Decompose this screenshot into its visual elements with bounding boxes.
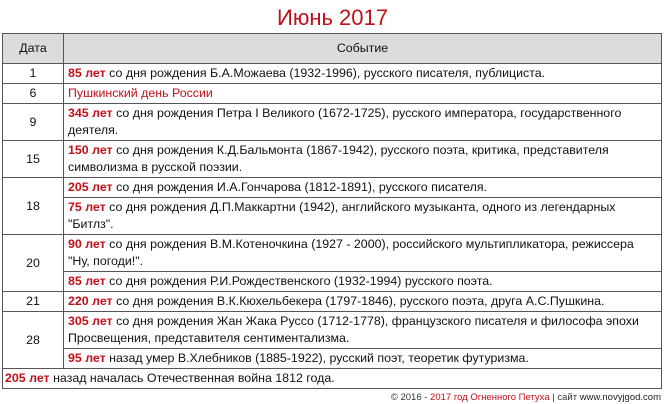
event-date-cell: 28 [3,312,64,369]
credit-middle: | сайт [549,392,580,403]
credit-site-link[interactable]: www.novyjgod.com [579,392,661,403]
anniversary-years: 345 лет [68,106,113,120]
events-table [2,33,662,389]
event-column-header: Событие [64,34,662,64]
footer-event-cell [3,369,662,389]
event-date-cell: 6 [3,84,64,104]
event-text: со дня рождения Р.И.Рождественского (1932-1994) русского поэта. [105,274,493,288]
event-entry [64,348,661,368]
event-cell [64,64,662,84]
event-entry [68,178,657,197]
table-body [3,64,662,389]
event-entry [68,142,657,176]
page-title: Июнь 2017 [277,5,388,30]
anniversary-years: 150 лет [68,143,113,157]
event-text: со дня рождения И.А.Гончарова (1812-1891), русского писателя. [112,180,487,194]
event-text: со дня рождения В.М.Котеночкина (1927 - 2000), российского мультипликатора, режиссера "Ну, погоди!". [68,237,634,268]
anniversary-years: 205 лет [68,180,113,194]
event-text: со дня рождения К.Д.Бальмонта (1867-1942), русского поэта, критика, представителя символизма в русской поэзии. [68,143,609,174]
table-row [3,104,662,141]
anniversary-years: 220 лет [68,294,113,308]
event-text: со дня рождения В.К.Кюхельбекера (1797-1846), русского поэта, друга А.С.Пушкина. [112,294,605,308]
event-cell [64,292,662,312]
event-entry [68,235,657,271]
table-row [3,84,662,104]
table-row [3,235,662,292]
event-cell [64,104,662,141]
event-entry [68,312,657,348]
table-row [3,64,662,84]
event-date-cell: 20 [3,235,64,292]
event-date-cell: 1 [3,64,64,84]
table-row [3,292,662,312]
event-cell [64,312,662,369]
anniversary-years: 85 лет [68,66,106,80]
event-text: со дня рождения Жан Жака Руссо (1712-1778), французского писателя и философа эпохи Просвещения, представителя сентиментализма. [68,314,639,345]
event-text: назад началась Отечественная война 1812 года. [49,371,335,385]
event-cell [64,84,662,104]
credit-prefix: © 2016 - [390,392,431,403]
event-date-cell: 18 [3,178,64,235]
event-cell [64,141,662,178]
event-date-cell: 21 [3,292,64,312]
event-entry [64,197,661,234]
anniversary-years: 75 лет [68,200,106,214]
anniversary-years: 90 лет [68,237,106,251]
event-text: назад умер В.Хлебников (1885-1922), русский поэт, теоретик футуризма. [105,351,529,365]
event-entry [68,293,657,310]
anniversary-years: 205 лет [5,371,50,385]
event-entry [64,271,661,291]
event-entry [68,85,657,102]
event-entry [68,65,657,82]
anniversary-years: 95 лет [68,351,106,365]
table-header-row [3,34,662,64]
site-credit [0,392,665,403]
credit-brand-link[interactable]: 2017 год Огненного Петуха [430,392,550,403]
event-cell [64,178,662,235]
table-row [3,312,662,369]
table-footer-row [3,369,662,389]
event-text: со дня рождения Д.П.Маккартни (1942), английского музыканта, одного из легендарных "Битлз". [68,200,616,231]
event-text: со дня рождения Петра I Великого (1672-1725), русского императора, государственного деятеля. [68,106,622,137]
anniversary-years: 305 лет [68,314,113,328]
event-date-cell: 9 [3,104,64,141]
date-column-header: Дата [3,34,64,64]
anniversary-years: 85 лет [68,274,106,288]
table-row [3,141,662,178]
event-cell [64,235,662,292]
event-text: Пушкинский день России [68,86,213,100]
event-entry [68,105,657,139]
table-row [3,178,662,235]
event-text: со дня рождения Б.А.Можаева (1932-1996), русского писателя, публициста. [105,66,546,80]
event-date-cell: 15 [3,141,64,178]
